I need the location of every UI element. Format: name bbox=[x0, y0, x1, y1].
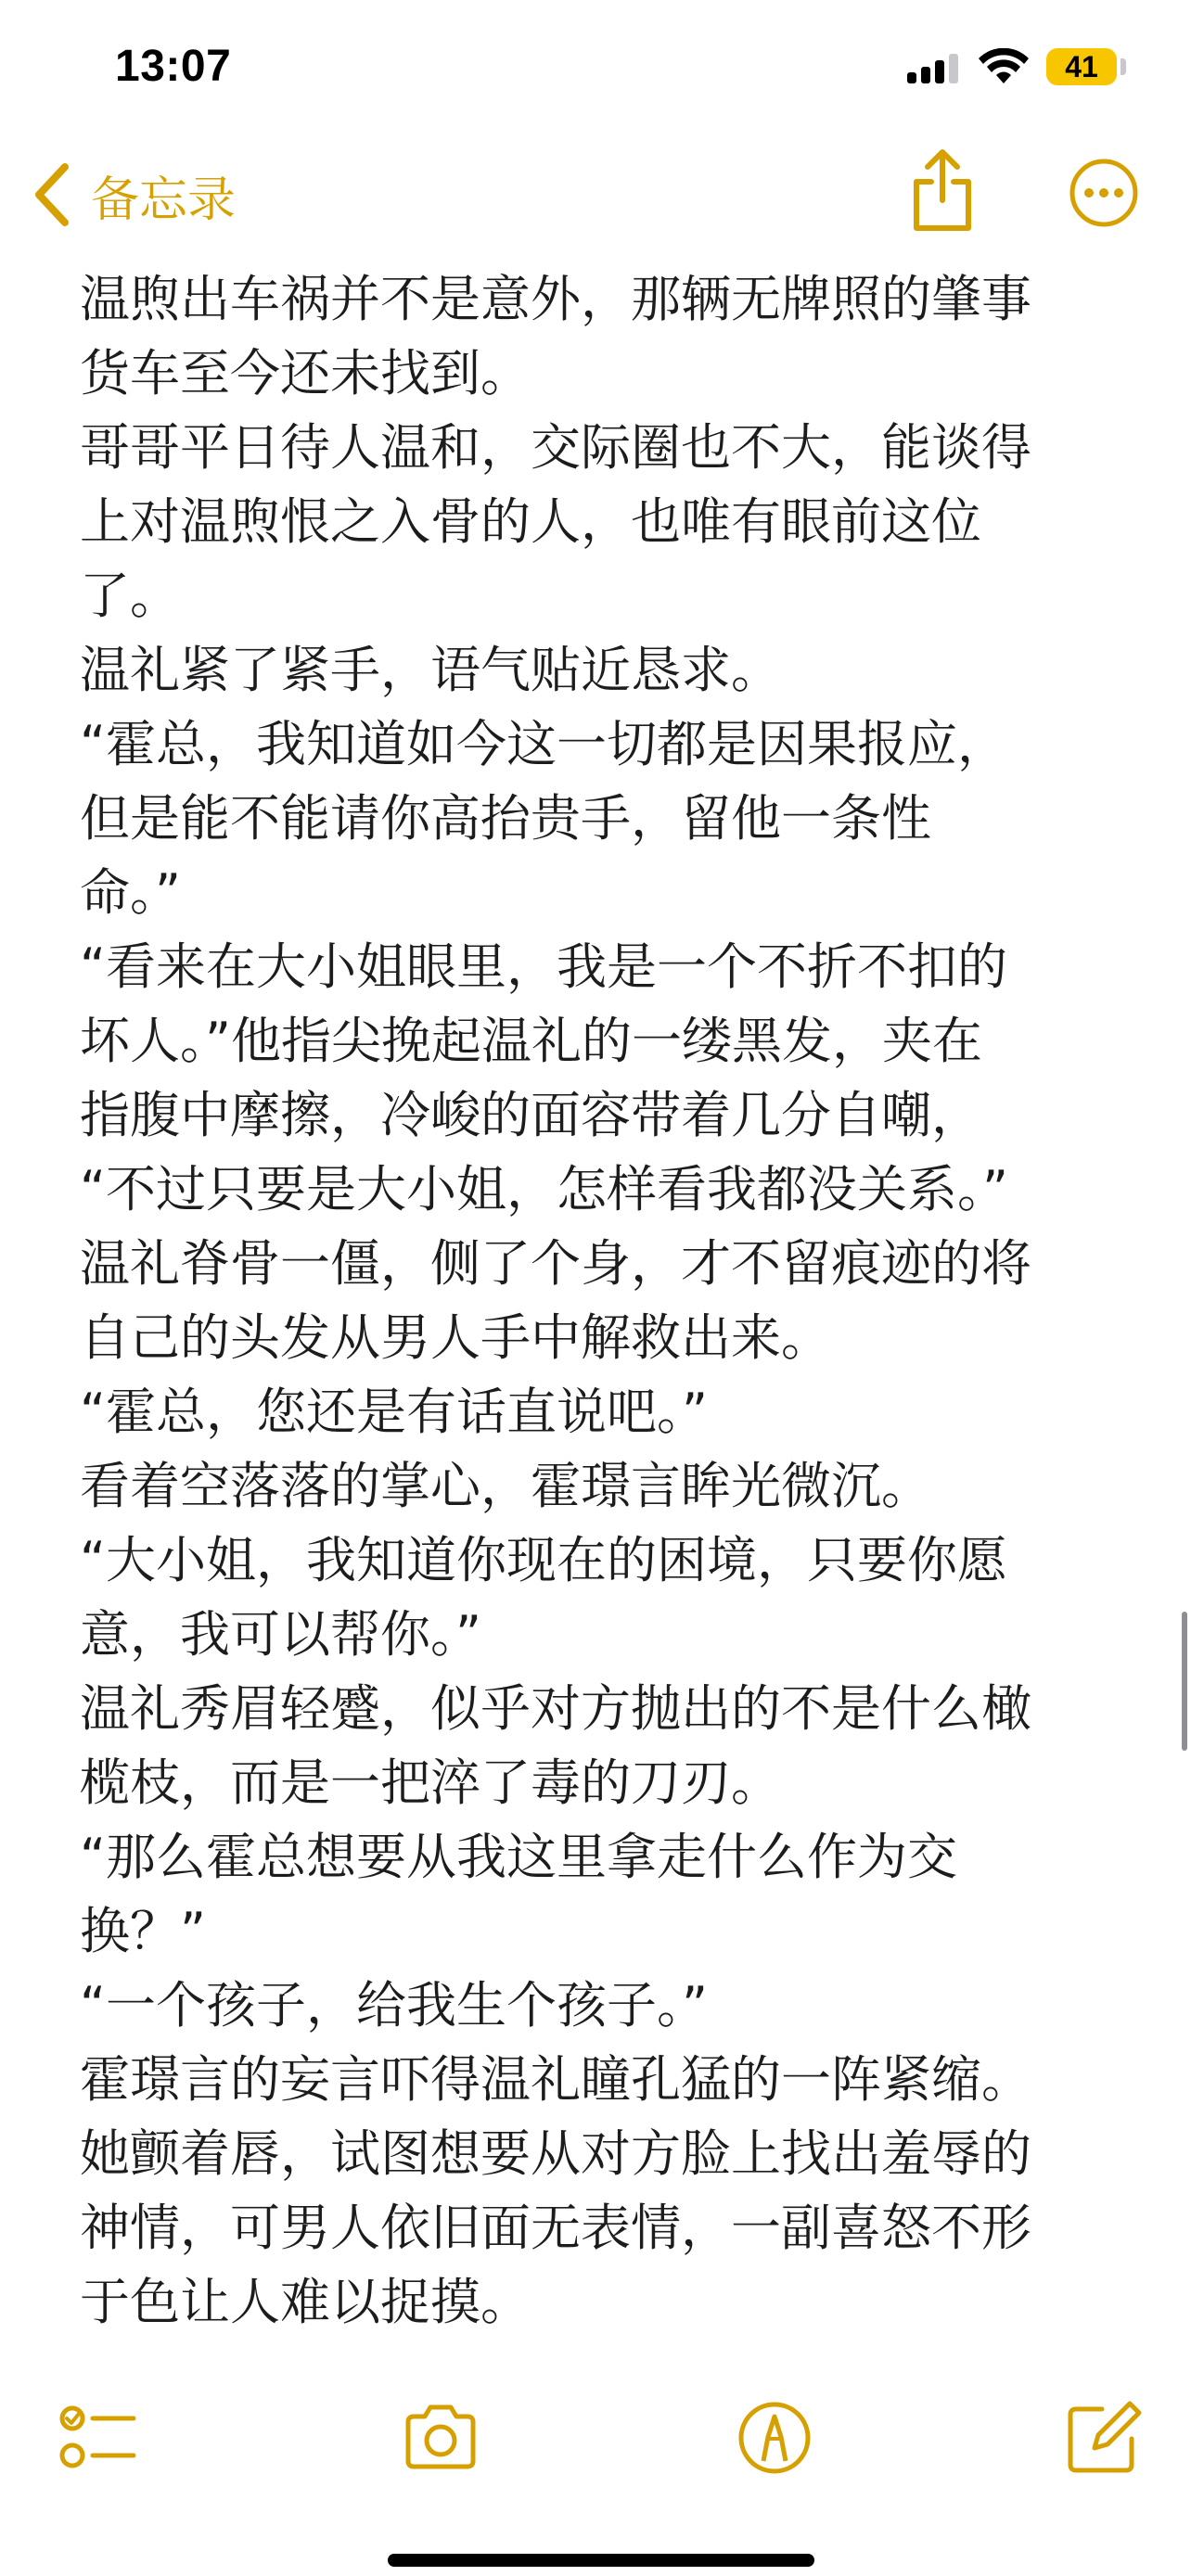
back-button[interactable] bbox=[30, 158, 236, 232]
note-line: 温煦出车祸并不是意外，那辆无牌照的肇事 bbox=[80, 270, 1031, 328]
home-indicator[interactable] bbox=[388, 2554, 814, 2567]
note-line: 温礼秀眉轻蹙，似乎对方抛出的不是什么橄 bbox=[80, 1679, 1031, 1738]
note-line: “霍总，我知道如今这一切都是因果报应， bbox=[80, 715, 1007, 773]
share-icon[interactable] bbox=[907, 148, 978, 234]
note-line: 自己的头发从男人手中解救出来。 bbox=[80, 1308, 831, 1367]
ellipsis-circle-icon[interactable] bbox=[1069, 158, 1139, 228]
checklist-icon[interactable] bbox=[58, 2396, 141, 2480]
note-line: 霍璟言的妄言吓得温礼瞳孔猛的一阵紧缩。 bbox=[80, 2050, 1031, 2109]
note-line: 哥哥平日待人温和，交际圈也不大，能谈得 bbox=[80, 418, 1031, 477]
note-line: “不过只要是大小姐，怎样看我都没关系。” bbox=[80, 1160, 1008, 1218]
back-label: 备忘录 bbox=[91, 172, 237, 228]
note-line: 榄枝，而是一把淬了毒的刀刃。 bbox=[80, 1753, 781, 1812]
chevron-left-icon bbox=[30, 161, 74, 228]
note-line: 看着空落落的掌心，霍璟言眸光微沉。 bbox=[80, 1457, 931, 1515]
compose-icon[interactable] bbox=[1061, 2396, 1145, 2480]
note-line: 神情，可男人依旧面无表情，一副喜怒不形 bbox=[80, 2199, 1031, 2257]
scroll-indicator[interactable] bbox=[1182, 1612, 1187, 1751]
wifi-icon bbox=[978, 48, 1030, 85]
battery-indicator: 41 bbox=[1046, 48, 1117, 85]
status-time: 13:07 bbox=[115, 42, 232, 91]
cellular-signal-icon bbox=[907, 54, 959, 83]
note-line: “那么霍总想要从我这里拿走什么作为交 bbox=[80, 1828, 957, 1886]
note-line: 温礼脊骨一僵，侧了个身，才不留痕迹的将 bbox=[80, 1234, 1031, 1293]
note-line: 坏人。”他指尖挽起温礼的一缕黑发，夹在 bbox=[80, 1012, 982, 1070]
note-line: 但是能不能请你高抬贵手，留他一条性 bbox=[80, 789, 931, 848]
note-line: 温礼紧了紧手，语气贴近恳求。 bbox=[80, 641, 781, 699]
note-line: 于色让人难以捉摸。 bbox=[80, 2273, 531, 2331]
note-line: “大小姐，我知道你现在的困境，只要你愿 bbox=[80, 1531, 1007, 1589]
note-line: “看来在大小姐眼里，我是一个不折不扣的 bbox=[80, 937, 1007, 996]
note-line: 货车至今还未找到。 bbox=[80, 344, 531, 402]
status-bar bbox=[0, 0, 1191, 139]
markup-pen-icon[interactable] bbox=[733, 2396, 816, 2480]
note-line: 意，我可以帮你。” bbox=[80, 1605, 481, 1664]
note-body[interactable] bbox=[80, 262, 1128, 2340]
navigation-bar bbox=[0, 139, 1191, 252]
note-line: “霍总，您还是有话直说吧。” bbox=[80, 1383, 708, 1441]
note-line: 了。 bbox=[80, 567, 180, 625]
camera-icon[interactable] bbox=[399, 2396, 482, 2480]
note-line: 上对温煦恨之入骨的人，也唯有眼前这位 bbox=[80, 492, 981, 551]
note-line: 她颤着唇，试图想要从对方脸上找出羞辱的 bbox=[80, 2124, 1031, 2183]
note-line: 指腹中摩擦，冷峻的面容带着几分自嘲， bbox=[80, 1086, 981, 1144]
bottom-toolbar bbox=[0, 2355, 1191, 2576]
note-line: 换？” bbox=[80, 1902, 206, 1960]
battery-nub bbox=[1121, 58, 1126, 75]
note-line: 命。” bbox=[80, 863, 181, 922]
note-line: “一个孩子，给我生个孩子。” bbox=[80, 1976, 708, 2034]
